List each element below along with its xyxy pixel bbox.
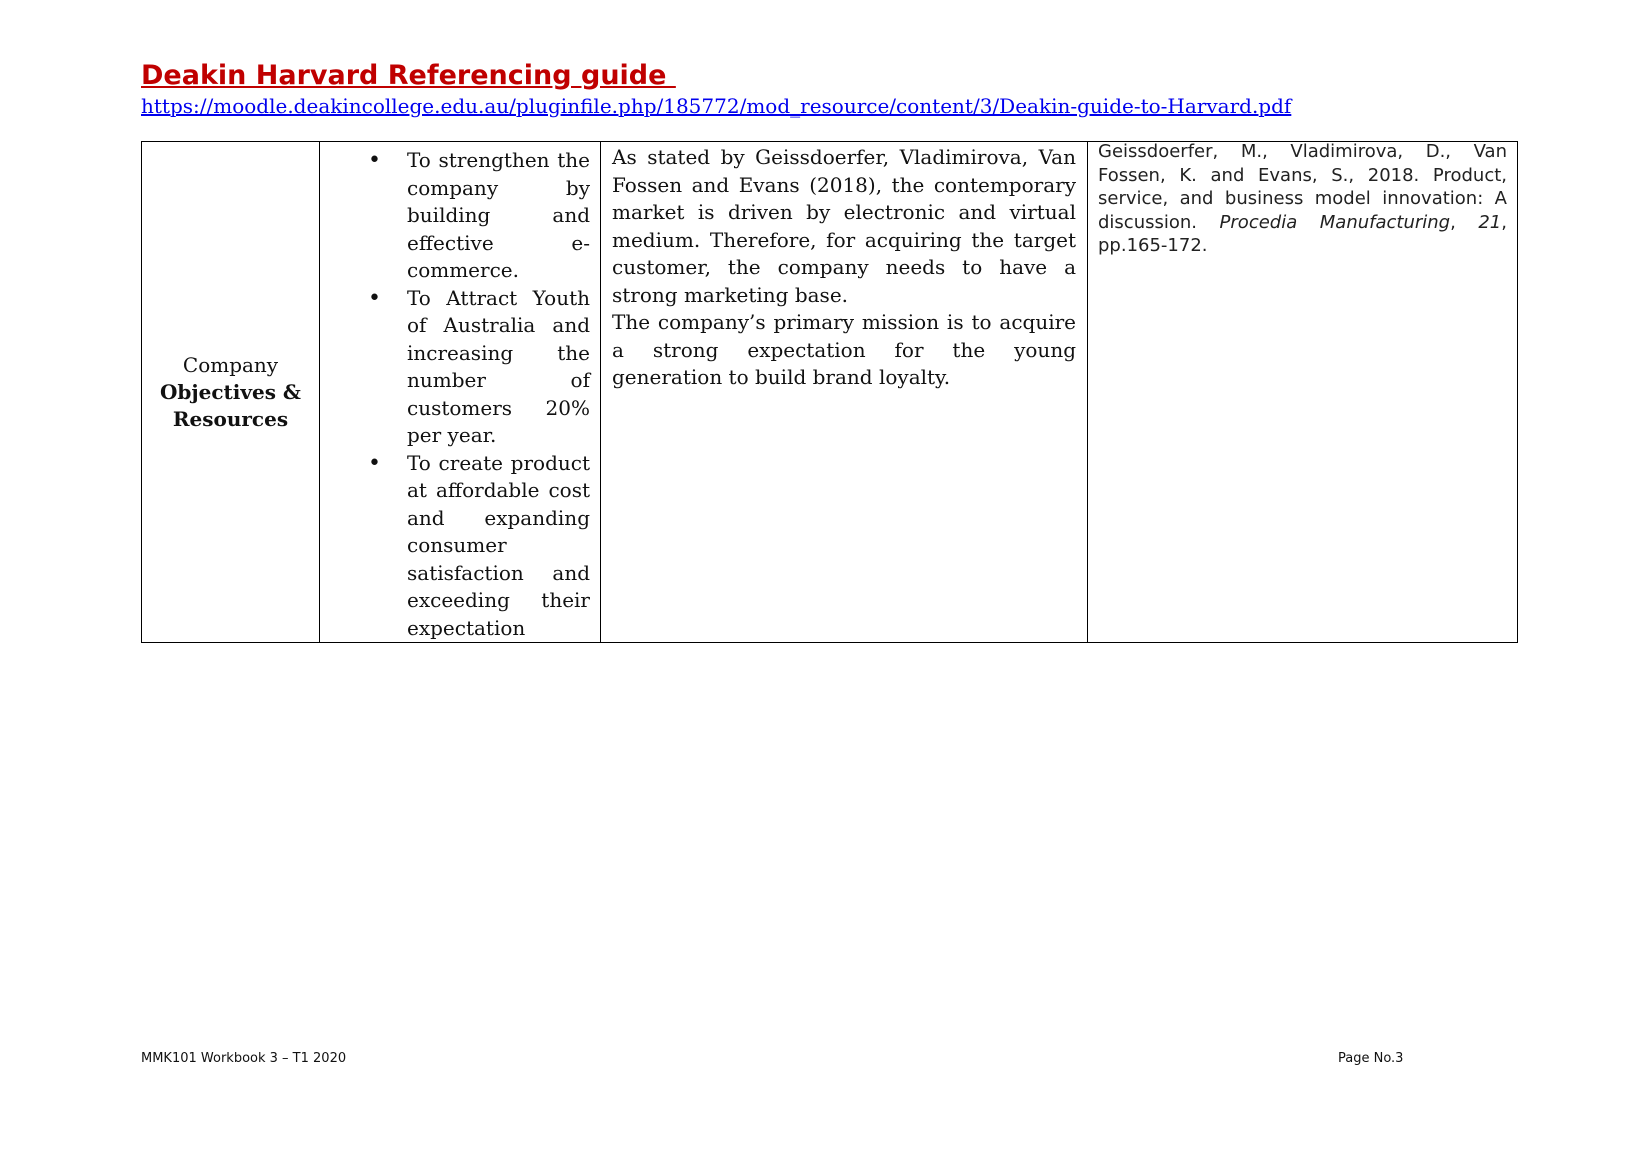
reference-volume: 21 xyxy=(1478,211,1502,233)
footer-page-number: Page No.3 xyxy=(1338,1051,1404,1066)
reference-text xyxy=(1088,140,1517,258)
reference-journal: Procedia Manufacturing xyxy=(1219,211,1451,233)
explanation-paragraph: As stated by Geissdoerfer, Vladimirova, Van Fossen and Evans (2018), the contemporary market is driven by electronic and virtual medium. Therefore, for acquiring the target customer, the company needs to have a strong marketing base. xyxy=(612,145,1076,307)
objectives-cell xyxy=(320,142,601,643)
row-label-company: Company xyxy=(182,352,279,377)
reference-pages: , pp.165-172. xyxy=(1098,211,1507,256)
harvard-guide-link[interactable]: https://moodle.deakincollege.edu.au/pluginfile.php/185772/mod_resource/content/3/Deakin-guide-to-Harvard.pdf xyxy=(141,94,1292,118)
footer-workbook: MMK101 Workbook 3 – T1 2020 xyxy=(141,1051,347,1066)
explanation-paragraph: The company’s primary mission is to acquire a strong expectation for the young generation to build brand loyalty. xyxy=(612,310,1076,389)
list-item: • To strengthen the company by building and effective e-commerce. xyxy=(320,147,590,285)
reference-separator: , xyxy=(1450,211,1479,233)
objectives-table xyxy=(141,141,1518,643)
row-label-objectives: Objectives & xyxy=(159,379,301,404)
explanation-cell xyxy=(601,142,1088,643)
row-label-resources: Resources xyxy=(172,406,289,431)
row-label-cell xyxy=(142,142,320,643)
reference-authors: Geissdoerfer, M., Vladimirova, D., Van Fossen, K. and Evans, S., 2018. Product, service, and business model innovation: A discussion. xyxy=(1098,141,1507,233)
reference-cell xyxy=(1088,142,1518,643)
list-item: • To Attract Youth of Australia and increasing the number of customers 20% per year. xyxy=(320,285,590,450)
objectives-list xyxy=(320,142,600,642)
list-item: • To create product at affordable cost and expanding consumer satisfaction and exceeding their expectation xyxy=(320,450,590,643)
table-row xyxy=(142,142,1518,643)
page-heading: Deakin Harvard Referencing guide xyxy=(141,60,676,91)
